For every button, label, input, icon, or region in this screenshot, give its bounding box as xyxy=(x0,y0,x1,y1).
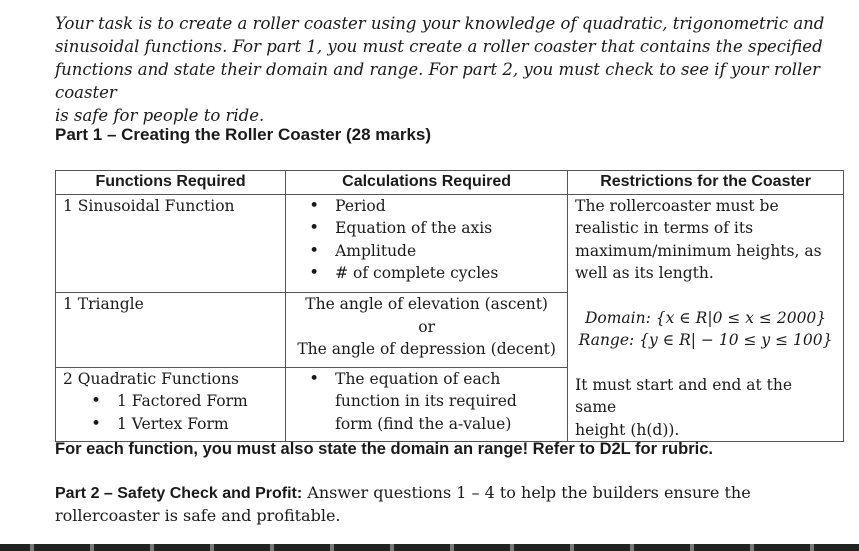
list-item: • Amplitude xyxy=(293,240,560,263)
function-label: 1 Triangle xyxy=(63,295,144,314)
part2-paragraph xyxy=(55,482,815,527)
list-item: • Period xyxy=(293,195,560,218)
calc-text: • The equation of each xyxy=(335,369,501,388)
bottom-divider xyxy=(0,544,859,551)
header-calculations: Calculations Required xyxy=(286,171,568,195)
restriction-text: maximum/minimum heights, as xyxy=(575,241,822,260)
calc-text: function in its required xyxy=(335,392,517,411)
list-item: • 1 Factored Form xyxy=(63,390,278,413)
form-list xyxy=(63,390,278,435)
calculations-cell xyxy=(286,194,568,293)
restriction-text: It must start and end at the same xyxy=(575,375,793,416)
function-label: 2 Quadratic Functions xyxy=(63,369,239,388)
restriction-text: height (h(d)). xyxy=(575,420,680,439)
list-item: • Equation of the axis xyxy=(293,217,560,240)
table-header-row xyxy=(56,171,844,195)
function-cell xyxy=(56,293,286,367)
range-restriction: Range: {y ∈ R| − 10 ≤ y ≤ 100} xyxy=(578,331,833,349)
function-cell xyxy=(56,194,286,293)
restriction-text: well as its length. xyxy=(575,264,714,282)
list-item: • 1 Vertex Form xyxy=(63,413,278,436)
requirements-table xyxy=(55,170,844,442)
calc-text: The angle of elevation (ascent) xyxy=(305,295,548,314)
function-label: 1 Sinusoidal Function xyxy=(63,196,235,215)
part1-heading: Part 1 – Creating the Roller Coaster (28 marks) xyxy=(55,125,432,144)
intro-line: Your task is to create a roller coaster using your knowledge of quadratic, trigonometric and xyxy=(55,14,825,33)
calc-text: or xyxy=(418,317,435,336)
task-instructions xyxy=(55,12,845,127)
calculations-cell xyxy=(286,367,568,441)
intro-line: functions and state their domain and range. For part 2, you must check to see if your roller coaster xyxy=(55,60,820,102)
calc-text: form (find the a-value) xyxy=(335,414,512,433)
restriction-text: The rollercoaster must be xyxy=(575,196,779,215)
calc-text: The angle of depression (decent) xyxy=(297,340,556,359)
list-item xyxy=(293,368,560,436)
part2-text: Answer questions 1 – 4 to help the builders ensure the rollercoaster is safe and profitable. xyxy=(55,483,751,525)
restriction-text: realistic in terms of its xyxy=(575,219,754,237)
intro-line: sinusoidal functions. For part 1, you must create a roller coaster that contains the specified xyxy=(55,37,823,56)
calculation-list xyxy=(293,195,560,285)
function-cell xyxy=(56,367,286,441)
calculation-list xyxy=(293,368,560,436)
table-row xyxy=(56,194,844,293)
list-item: • # of complete cycles xyxy=(293,262,560,285)
intro-line: is safe for people to ride. xyxy=(55,106,265,125)
restrictions-cell xyxy=(568,194,844,442)
header-restrictions: Restrictions for the Coaster xyxy=(568,171,844,195)
domain-range-note: For each function, you must also state the domain an range! Refer to D2L for rubric. xyxy=(55,440,713,458)
part2-heading: Part 2 – Safety Check and Profit: xyxy=(55,485,303,502)
header-functions: Functions Required xyxy=(56,171,286,195)
domain-restriction: Domain: {x ∈ R|0 ≤ x ≤ 2000} xyxy=(584,308,827,327)
calculations-cell xyxy=(286,293,568,367)
